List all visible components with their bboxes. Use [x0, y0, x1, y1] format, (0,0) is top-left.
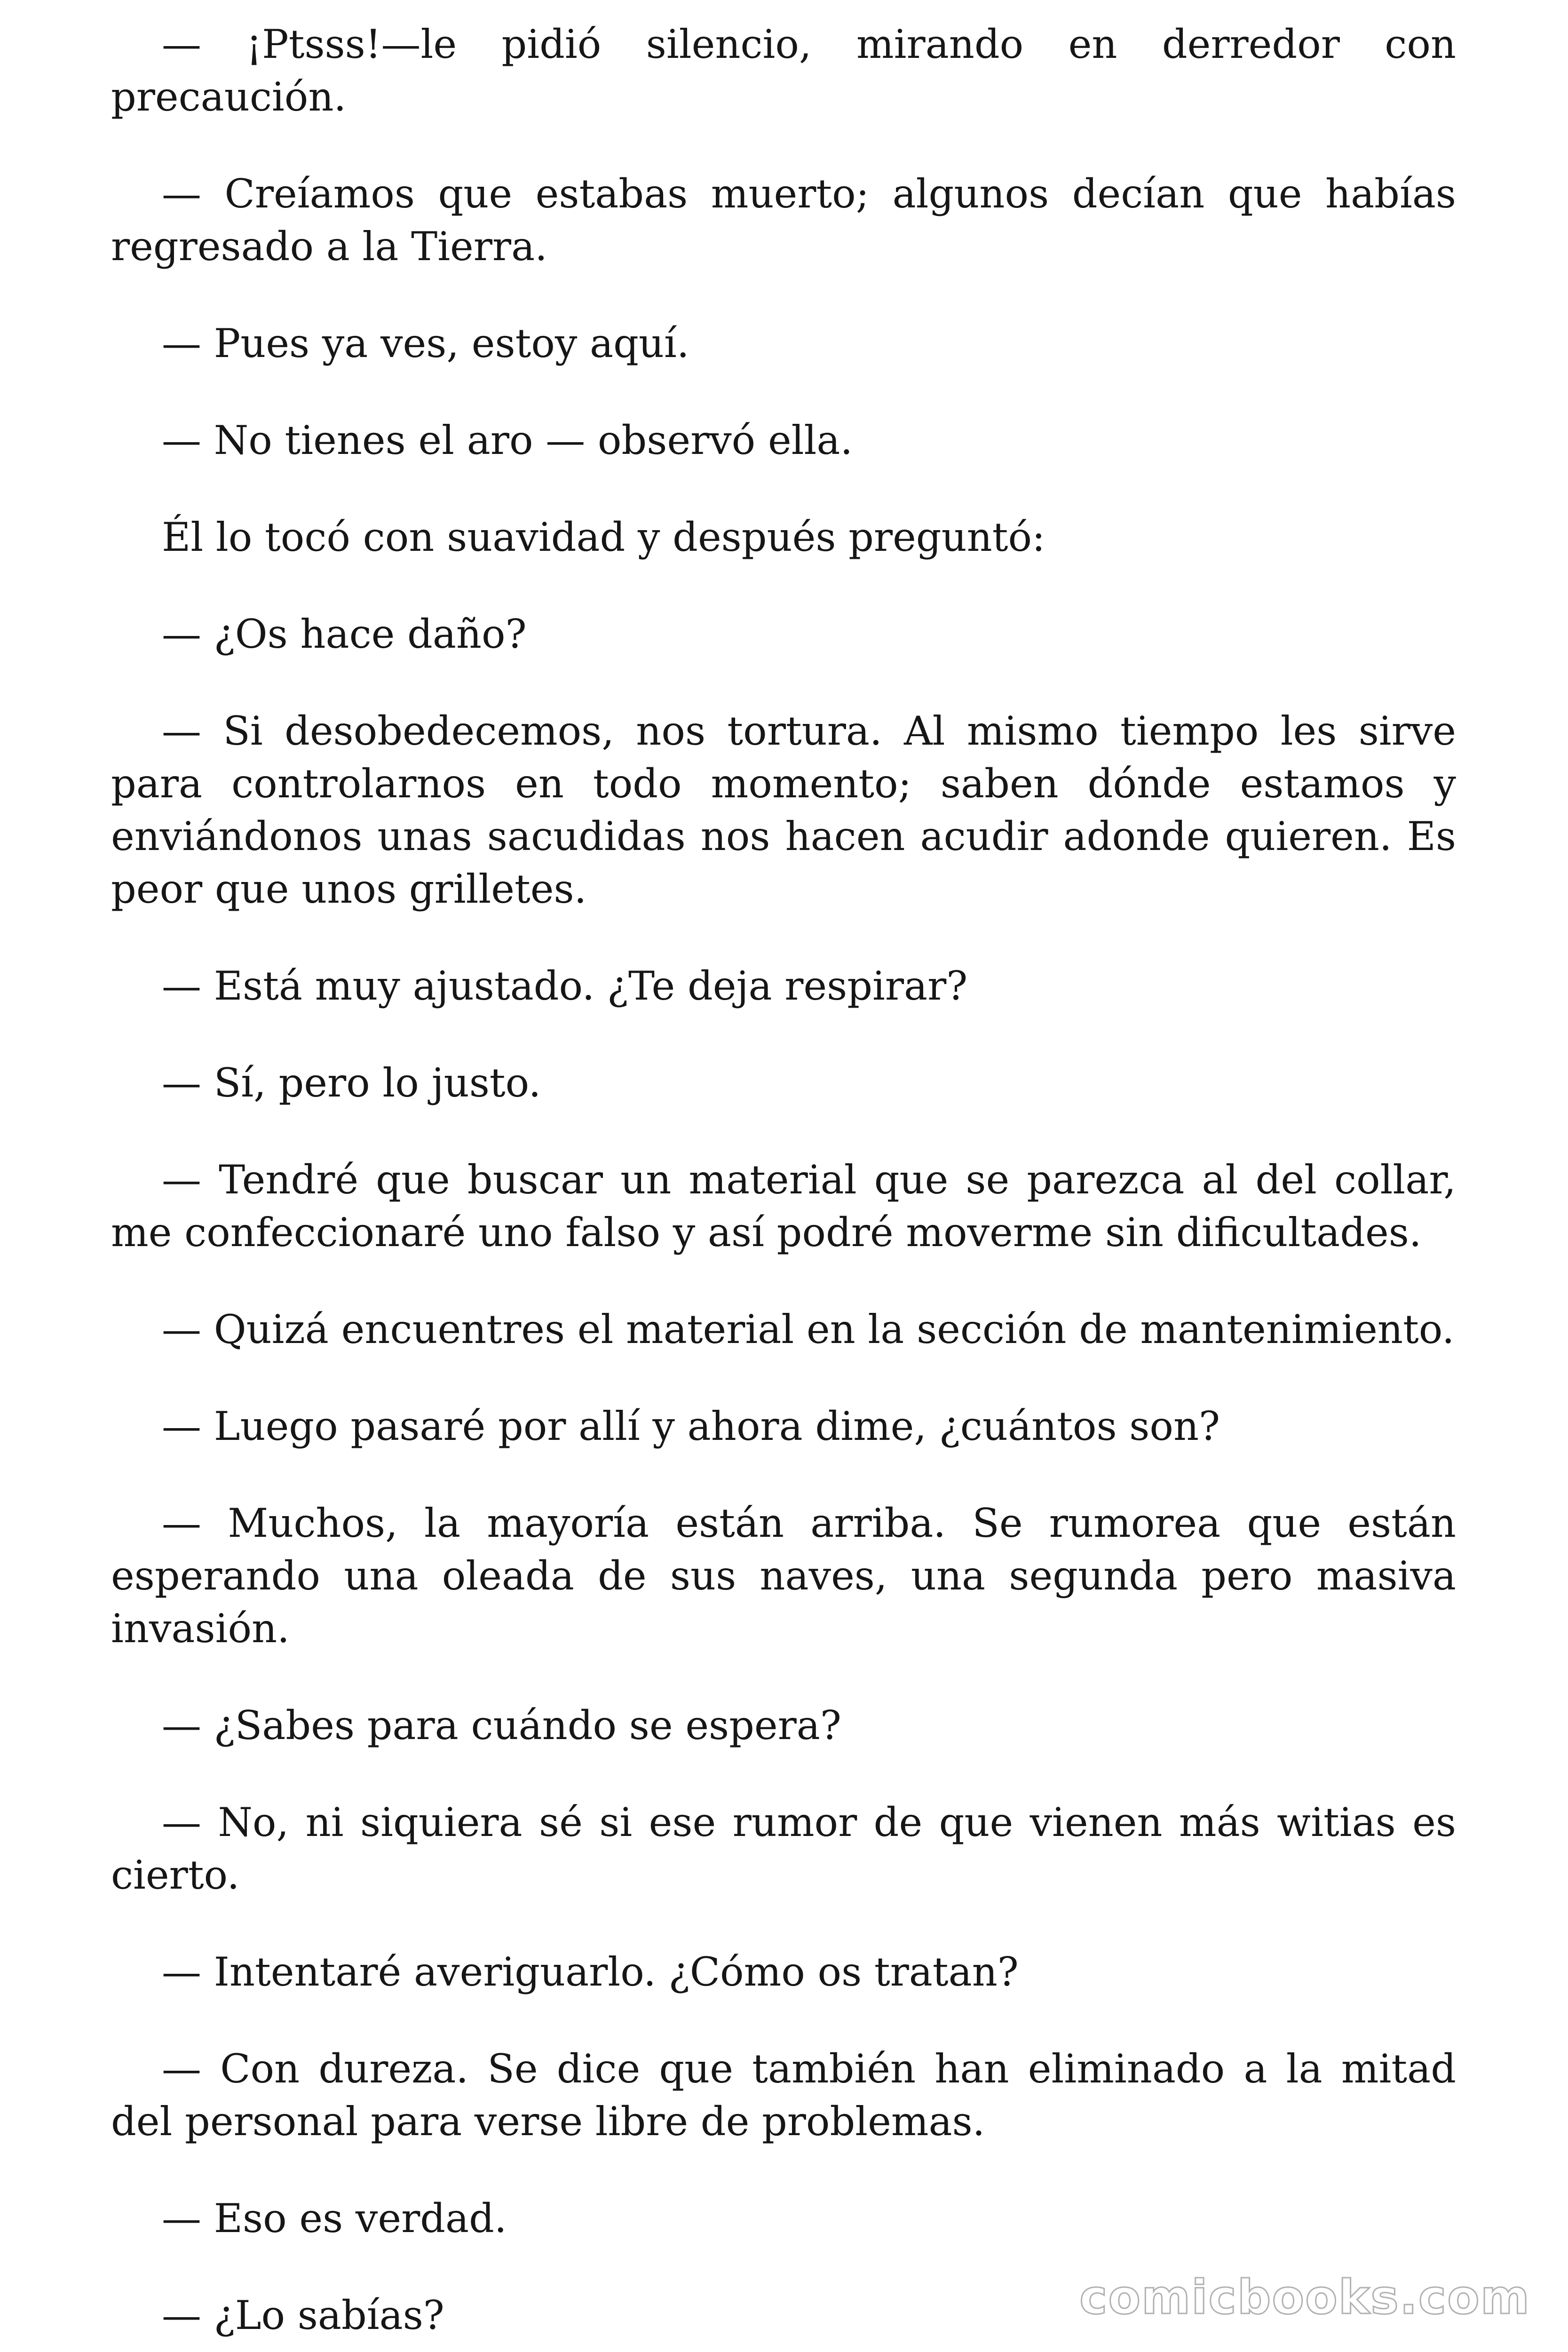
paragraph: — Si desobedecemos, nos tortura. Al mismo tiempo les sirve para controlarnos en todo momento; saben dónde estamos y enviándonos unas sacudidas nos hacen acudir adonde quieren. Es peor que unos grilletes. [111, 708, 1456, 912]
paragraph: — Eso es verdad. [162, 2195, 507, 2241]
paragraph: — Tendré que buscar un material que se parezca al del collar, me confeccionaré uno falso y así podré moverme sin dificultades. [111, 1157, 1456, 1255]
paragraph: — ¿Os hace daño? [162, 611, 527, 657]
paragraph: — Quizá encuentres el material en la sección de mantenimiento. [162, 1306, 1455, 1352]
paragraph: — No, ni siquiera sé si ese rumor de que vienen más witias es cierto. [111, 1799, 1456, 1898]
paragraph: — Muchos, la mayoría están arriba. Se rumorea que están esperando una oleada de sus naves, una segunda pero masiva invasión. [111, 1500, 1456, 1652]
paragraph: — Pues ya ves, estoy aquí. [162, 320, 689, 366]
paragraph: — Intentaré averiguarlo. ¿Cómo os tratan? [162, 1949, 1019, 1995]
paragraph: — ¿Sabes para cuándo se espera? [162, 1702, 841, 1748]
paragraph: Él lo tocó con suavidad y después preguntó: [162, 514, 1045, 560]
paragraph: — Sí, pero lo justo. [162, 1060, 541, 1106]
paragraph: — No tienes el aro — observó ella. [162, 417, 853, 463]
paragraph: — Creíamos que estabas muerto; algunos decían que habías regresado a la Tierra. [111, 171, 1456, 270]
paragraph: — ¿Lo sabías? [162, 2292, 444, 2338]
paragraph: — Está muy ajustado. ¿Te deja respirar? [162, 963, 968, 1009]
paragraph: — Con dureza. Se dice que también han eliminado a la mitad del personal para verse libre de problemas. [111, 2046, 1456, 2145]
document-page [111, 18, 1456, 2342]
watermark: comicbooks.com [1079, 2270, 1530, 2325]
paragraph: — Luego pasaré por allí y ahora dime, ¿cuántos son? [162, 1403, 1220, 1449]
paragraph: — ¡Ptsss!—le pidió silencio, mirando en derredor con precaución. [111, 21, 1456, 120]
